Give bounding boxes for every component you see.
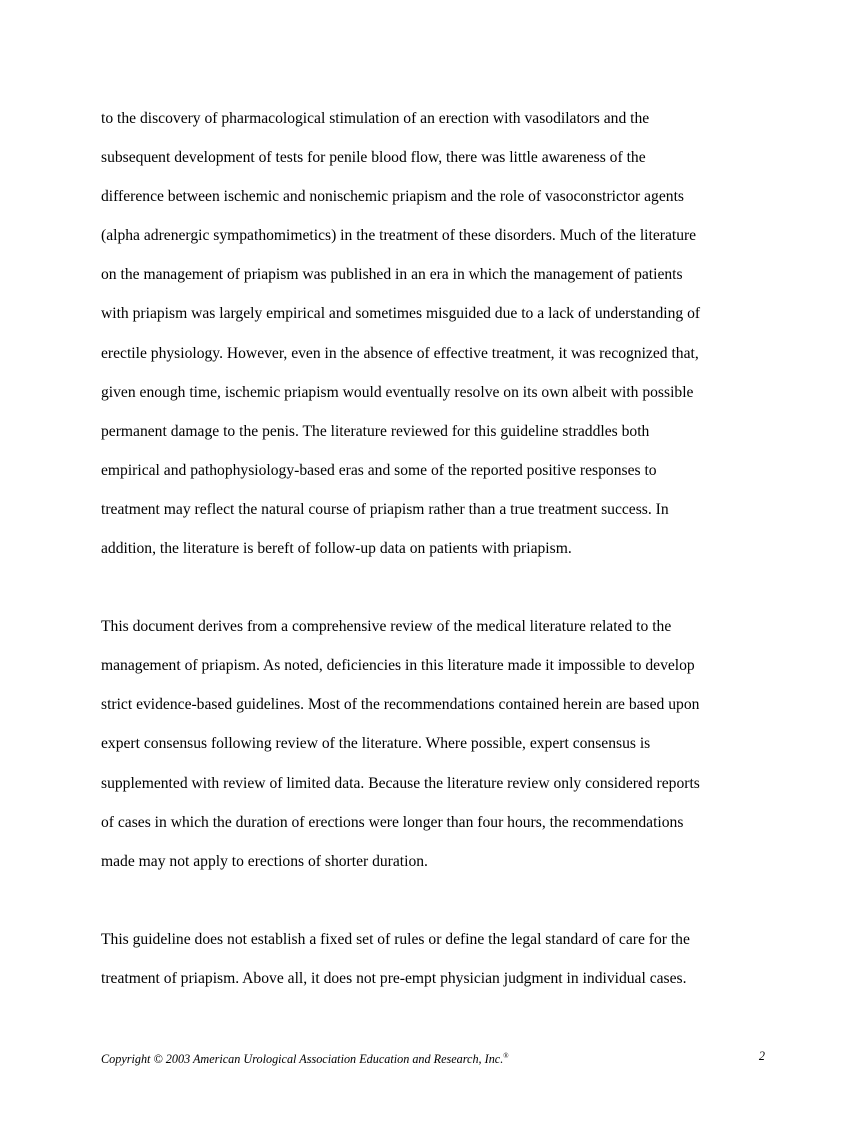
text-line: on the management of priapism was published in an era in which the management of patients: [101, 266, 683, 284]
text-line: difference between ischemic and nonischemic priapism and the role of vasoconstrictor agents: [101, 188, 684, 206]
registered-mark: ®: [503, 1052, 509, 1060]
text-line: with priapism was largely empirical and sometimes misguided due to a lack of understanding of: [101, 305, 701, 323]
text-line: strict evidence-based guidelines. Most of the recommendations contained herein are based upon: [101, 696, 700, 714]
body-text: [101, 99, 771, 998]
text-line: This document derives from a comprehensive review of the medical literature related to the: [101, 618, 672, 636]
text-line: to the discovery of pharmacological stimulation of an erection with vasodilators and the: [101, 110, 650, 127]
text-line: (alpha adrenergic sympathomimetics) in the treatment of these disorders. Much of the literature: [101, 227, 697, 245]
text-line: management of priapism. As noted, deficiencies in this literature made it impossible to develop: [101, 657, 695, 675]
text-line: treatment of priapism. Above all, it does not pre-empt physician judgment in individual cases.: [101, 969, 687, 987]
text-line: of cases in which the duration of erections were longer than four hours, the recommendations: [101, 813, 684, 831]
text-line: subsequent development of tests for penile blood flow, there was little awareness of the: [101, 149, 646, 167]
text-line: permanent damage to the penis. The literature reviewed for this guideline straddles both: [101, 422, 650, 440]
page-number: 2: [758, 1049, 765, 1063]
text-line: given enough time, ischemic priapism would eventually resolve on its own albeit with possible: [101, 383, 694, 401]
text-line: addition, the literature is bereft of follow-up data on patients with priapism.: [101, 540, 572, 558]
paragraph-spacer: [101, 881, 771, 920]
text-line: empirical and pathophysiology-based eras and some of the reported positive responses to: [101, 461, 657, 479]
text-line: expert consensus following review of the literature. Where possible, expert consensus is: [101, 735, 651, 753]
text-line: made may not apply to erections of shorter duration.: [101, 852, 428, 870]
text-line: treatment may reflect the natural course of priapism rather than a true treatment success. In: [101, 500, 669, 518]
text-line: erectile physiology. However, even in the absence of effective treatment, it was recognized that,: [101, 344, 699, 362]
text-line: supplemented with review of limited data. Because the literature review only considered reports: [101, 774, 700, 792]
paragraph-document-derivation: [101, 607, 771, 881]
paragraph-guideline-disclaimer: [101, 920, 771, 998]
text-line: This guideline does not establish a fixed set of rules or define the legal standard of care for the: [101, 930, 690, 948]
page-footer: [101, 1047, 765, 1068]
paragraph-spacer: [101, 568, 771, 607]
paragraph-pharmacology-history: [101, 99, 771, 568]
copyright-notice: Copyright © 2003 American Urological Association Education and Research, Inc.: [101, 1052, 504, 1066]
